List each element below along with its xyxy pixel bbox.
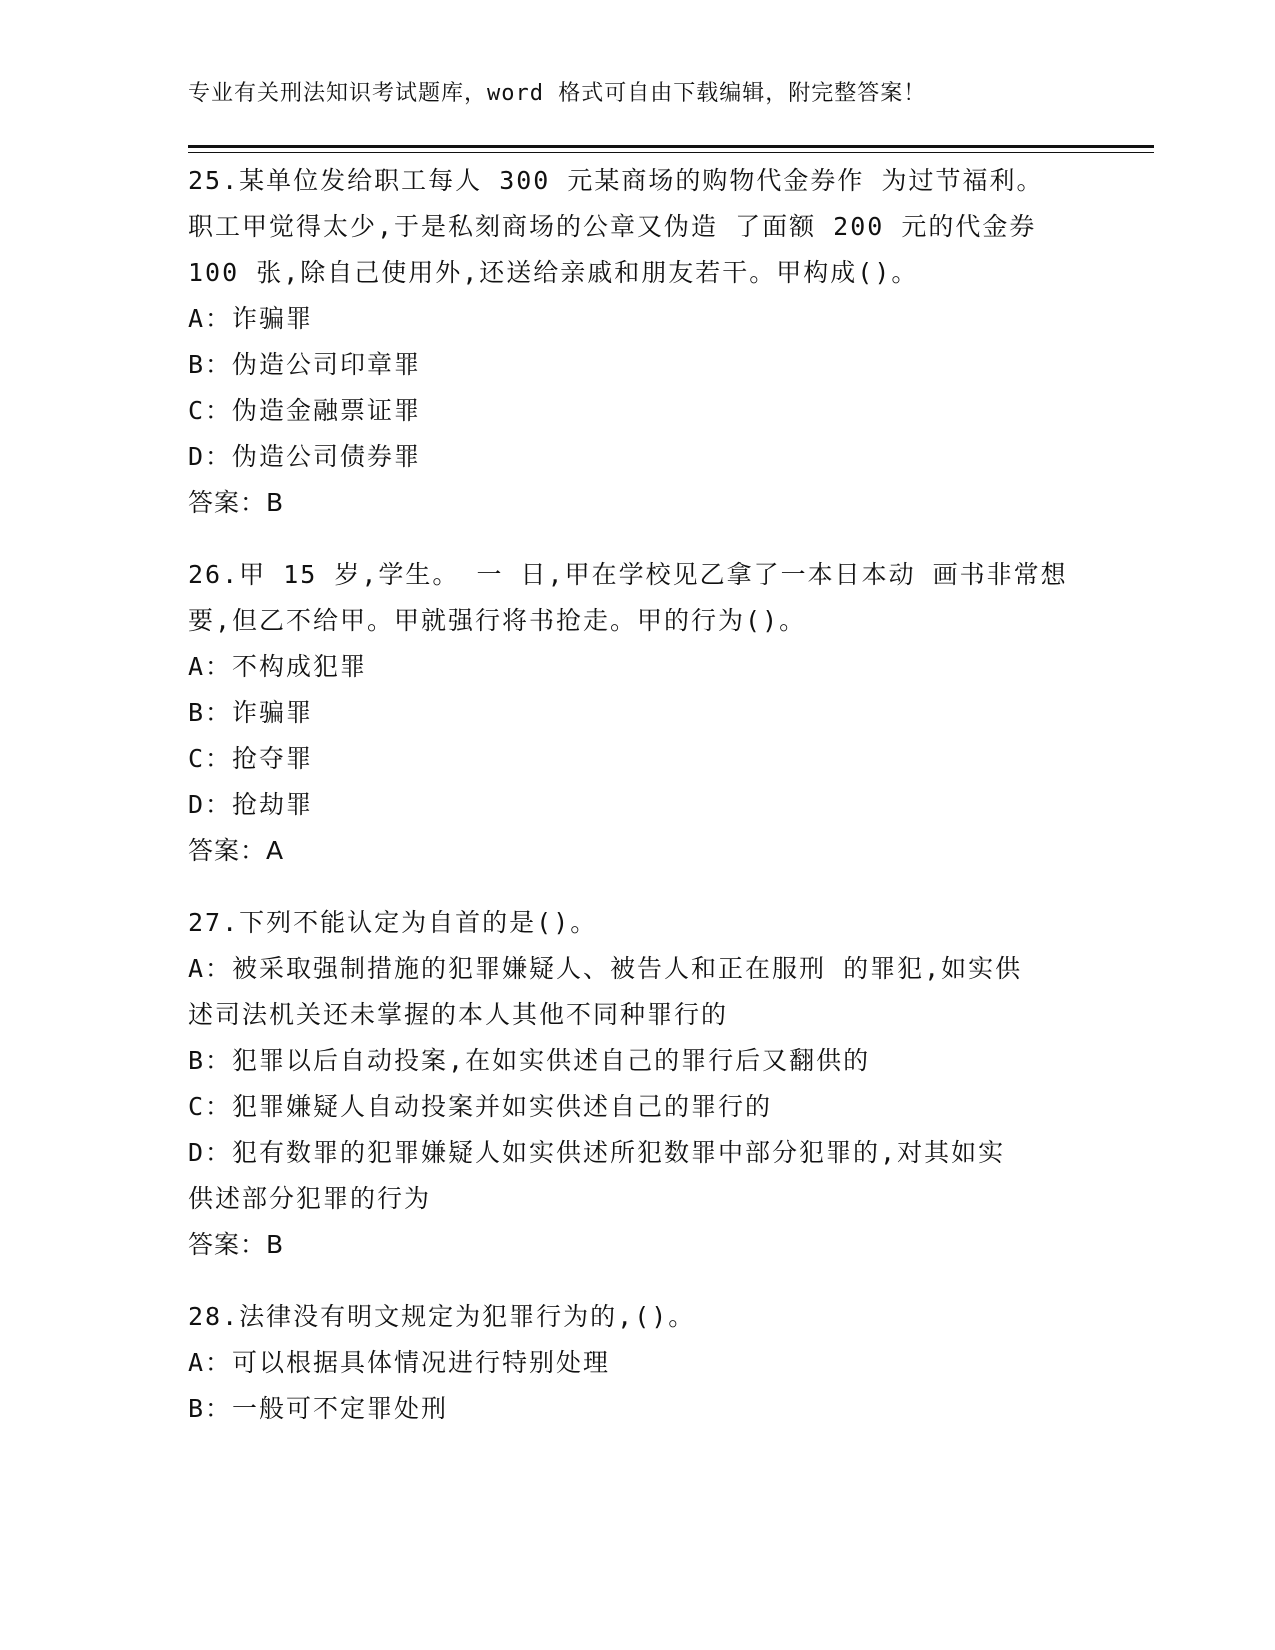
option-line: D：犯有数罪的犯罪嫌疑人如实供述所犯数罪中部分犯罪的,对其如实	[188, 1138, 1006, 1167]
question-stem-line: 要,但乙不给甲。甲就强行将书抢走。甲的行为()。	[188, 606, 807, 635]
option-line: B：伪造公司印章罪	[188, 350, 422, 379]
option-line: C：犯罪嫌疑人自动投案并如实供述自己的罪行的	[188, 1092, 773, 1121]
answer-line: 答案：B	[188, 1230, 285, 1259]
option-line: B：犯罪以后自动投案,在如实供述自己的罪行后又翻供的	[188, 1046, 871, 1075]
option-line: A：被采取强制措施的犯罪嫌疑人、被告人和正在服刑 的罪犯,如实供	[188, 954, 1023, 983]
answer-line: 答案：B	[188, 488, 285, 517]
option-line: A：不构成犯罪	[188, 652, 368, 681]
question-stem-line: 100 张,除自己使用外,还送给亲戚和朋友若干。甲构成()。	[188, 258, 919, 287]
question-stem-line: 27.下列不能认定为自首的是()。	[188, 908, 598, 937]
option-line: 供述部分犯罪的行为	[188, 1184, 432, 1213]
option-line: C：伪造金融票证罪	[188, 396, 422, 425]
option-line: B：一般可不定罪处刑	[188, 1394, 449, 1423]
option-line: B：诈骗罪	[188, 698, 314, 727]
page-header: 专业有关刑法知识考试题库，word 格式可自由下载编辑，附完整答案！	[188, 81, 927, 106]
header-rule-thin	[188, 152, 1154, 153]
question-block	[188, 900, 1088, 1268]
question-block	[188, 158, 1088, 526]
answer-line: 答案：A	[188, 836, 285, 865]
option-line: 述司法机关还未掌握的本人其他不同种罪行的	[188, 1000, 729, 1029]
question-stem-line: 职工甲觉得太少,于是私刻商场的公章又伪造 了面额 200 元的代金券	[188, 212, 1037, 241]
option-line: D：抢劫罪	[188, 790, 314, 819]
question-stem-line: 26.甲 15 岁,学生。 一 日,甲在学校见乙拿了一本日本动 画书非常想	[188, 560, 1068, 589]
option-line: D：伪造公司债券罪	[188, 442, 422, 471]
option-line: A：诈骗罪	[188, 304, 314, 333]
question-block	[188, 552, 1088, 874]
question-stem-line: 25.某单位发给职工每人 300 元某商场的购物代金券作 为过节福利。	[188, 166, 1044, 195]
question-list	[188, 158, 1088, 1458]
question-stem-line: 28.法律没有明文规定为犯罪行为的,()。	[188, 1302, 696, 1331]
header-rule-thick	[188, 145, 1154, 148]
question-block	[188, 1294, 1088, 1432]
option-line: C：抢夺罪	[188, 744, 314, 773]
option-line: A：可以根据具体情况进行特别处理	[188, 1348, 611, 1377]
